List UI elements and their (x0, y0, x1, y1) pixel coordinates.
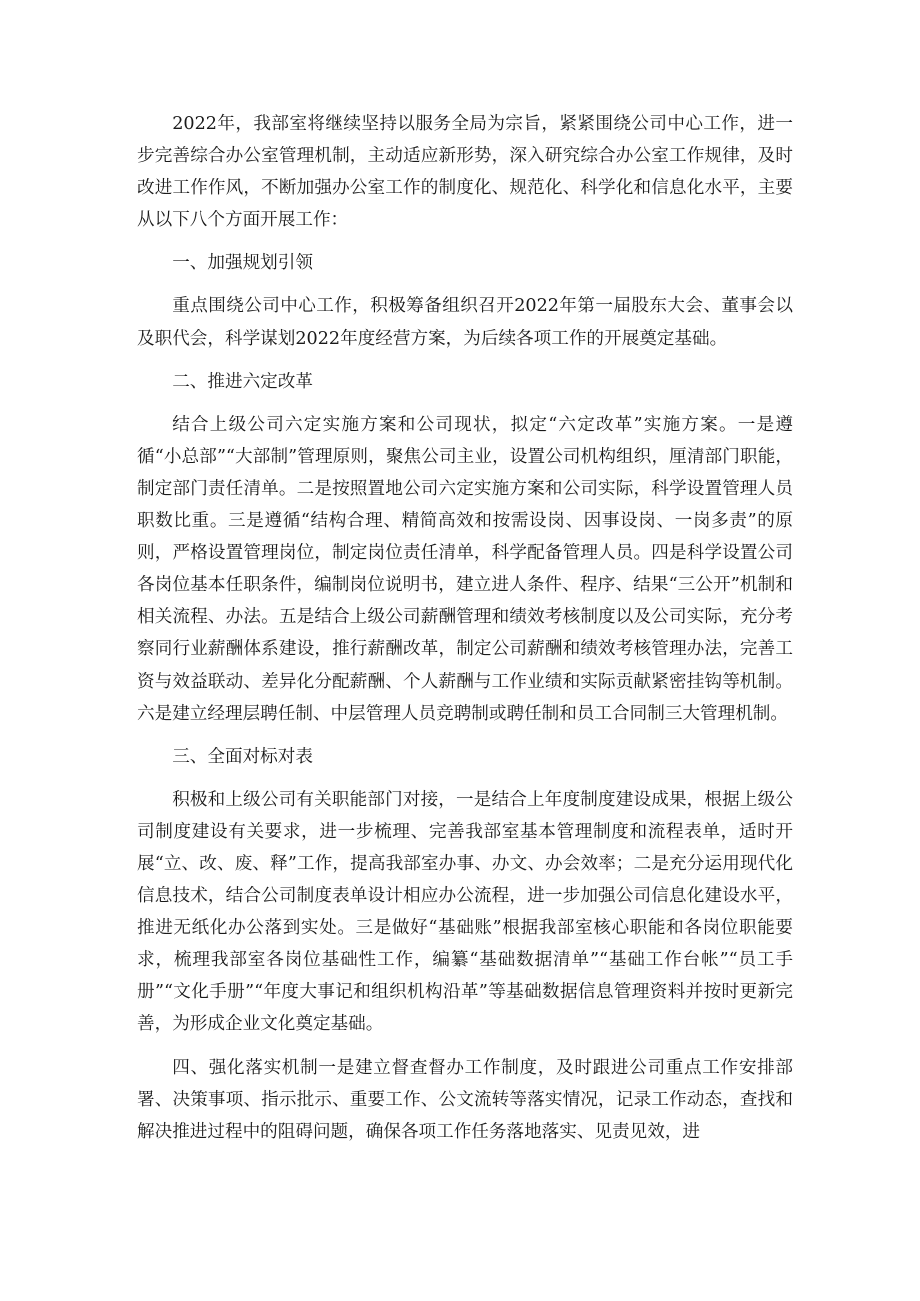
section-3-paragraph: 积极和上级公司有关职能部门对接，一是结合上年度制度建设成果，根据上级公司制度建设有关要求，进一步梳理、完善我部室基本管理制度和流程表单，适时开展“立、改、废、释”工作，提高我部室办事、办文、办会效率；二是充分运用现代化信息技术，结合公司制度表单设计相应办公流程，进一步加强公司信息化建设水平，推进无纸化办公落到实处。三是做好“基础账”根据我部室核心职能和各岗位职能要求，梳理我部室各岗位基础性工作，编纂“基础数据清单”“基础工作台帐”“员工手册”“文化手册”“年度大事记和组织机构沿革”等基础数据信息管理资料并按时更新完善，为形成企业文化奠定基础。 (137, 789, 793, 1035)
section-heading-2: 二、推进六定改革 (172, 371, 313, 392)
section-2-paragraph: 结合上级公司六定实施方案和公司现状，拟定“六定改革”实施方案。一是遵循“小总部”“大部制”管理原则，聚焦公司主业，设置公司机构组织，厘清部门职能，制定部门责任清单。二是按照置地公司六定实施方案和公司实际，科学设置管理人员职数比重。三是遵循“结构合理、精简高效和按需设岗、因事设岗、一岗多责”的原则，严格设置管理岗位，制定岗位责任清单，科学配备管理人员。四是科学设置公司各岗位基本任职条件，编制岗位说明书，建立进人条件、程序、结果“三公开”机制和相关流程、办法。五是结合上级公司薪酬管理和绩效考核制度以及公司实际，充分考察同行业薪酬体系建设，推行薪酬改革，制定公司薪酬和绩效考核管理办法，完善工资与效益联动、差异化分配薪酬、个人薪酬与工作业绩和实际贡献紧密挂钩等机制。六是建立经理层聘任制、中层管理人员竞聘制或聘任制和员工合同制三大管理机制。 (137, 414, 793, 724)
section-heading-3: 三、全面对标对表 (172, 746, 313, 767)
document-body (137, 108, 793, 1159)
section-4-paragraph: 四、强化落实机制一是建立督查督办工作制度，及时跟进公司重点工作安排部署、决策事项、指示批示、重要工作、公文流转等落实情况，记录工作动态，查找和解决推进过程中的阻碍问题，确保各项工作任务落地落实、见责见效，进 (137, 1057, 793, 1142)
section-1-paragraph: 重点围绕公司中心工作，积极筹备组织召开2022年第一届股东大会、董事会以及职代会，科学谋划2022年度经营方案，为后续各项工作的开展奠定基础。 (137, 296, 793, 349)
intro-paragraph: 2022年，我部室将继续坚持以服务全局为宗旨，紧紧围绕公司中心工作，进一步完善综合办公室管理机制，主动适应新形势，深入研究综合办公室工作规律，及时改进工作作风，不断加强办公室工作的制度化、规范化、科学化和信息化水平，主要从以下八个方面开展工作： (137, 114, 793, 231)
section-heading-1: 一、加强规划引领 (172, 253, 313, 274)
